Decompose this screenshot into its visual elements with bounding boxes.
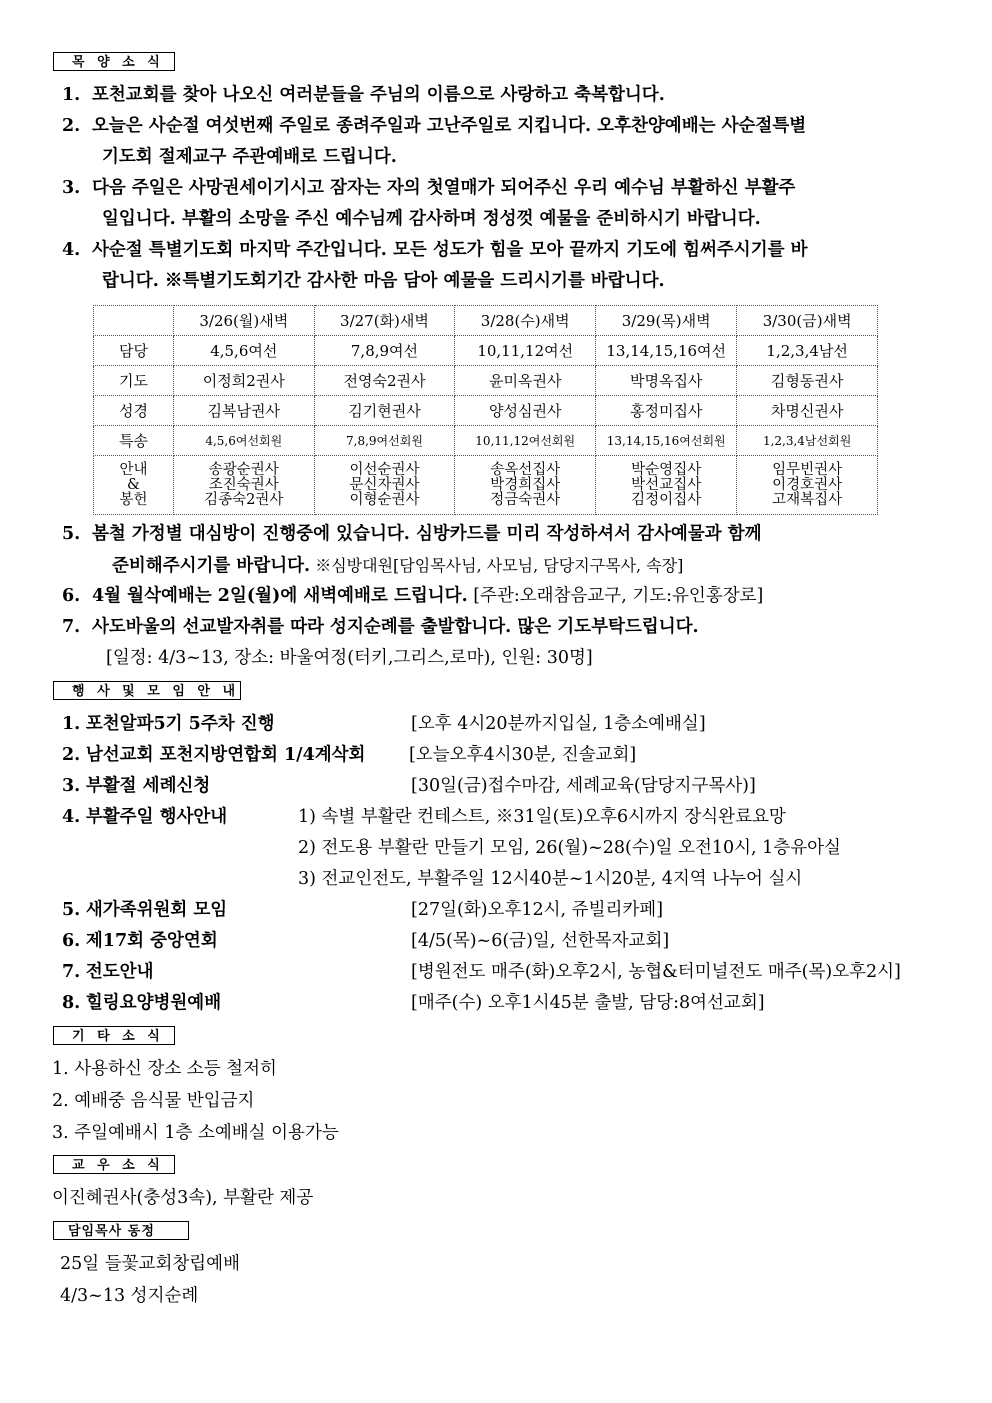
item-text: 포천교회를 찾아 나오신 여러분들을 주님의 이름으로 사랑하고 축복합니다. [92,85,665,105]
member-item-1: 이진혜권사(충성3속), 부활란 제공 [52,1188,314,1208]
table-row [94,366,878,396]
event-item-3: 3. 부활절 세례신청 [62,776,211,796]
event-item-7: 7. 전도안내 [62,962,154,982]
table-cell: 10,11,12여선회원 [455,426,596,456]
item-number: 7. [62,617,81,637]
item-text: 오늘은 사순절 여섯번째 주일로 종려주일과 고난주일로 지킵니다. 오후찬양예배는 사순절특별 [92,116,807,136]
table-row-usher [94,456,878,515]
item-text: 봄철 가정별 대심방이 진행중에 있습니다. 심방카드를 미리 작성하셔서 감사예물과 함께 [92,524,762,544]
item-text-cont: 기도회 절제교구 주관예배로 드립니다. [102,147,397,167]
row-label: 성경 [94,396,174,426]
item-number: 5. [62,524,81,544]
table-cell: 홍정미집사 [596,396,737,426]
table-cell: 전영숙2권사 [314,366,455,396]
table-row [94,336,878,366]
row-label: 안내 & 봉헌 [94,456,174,515]
table-cell: 10,11,12여선 [455,336,596,366]
row-label: 담당 [94,336,174,366]
table-cell: 4,5,6여선 [173,336,314,366]
other-item-1: 1. 사용하신 장소 소등 철저히 [52,1059,277,1079]
item-text-cont: 랍니다. ※특별기도회기간 감사한 마음 담아 예물을 드리시기를 바랍니다. [102,271,665,291]
event-detail-2: [오늘오후4시30분, 진솔교회] [409,745,637,765]
event-item-2: 2. 남선교회 포천지방연합회 1/4계삭회 [62,745,366,765]
table-cell: 김형동권사 [737,366,878,396]
event-detail-7: [병원전도 매주(화)오후2시, 농협&터미널전도 매주(목)오후2시] [411,962,901,982]
section-label-members: 교 우 소 식 [53,1155,175,1174]
event-sub-3: 3) 전교인전도, 부활주일 12시40분~1시20분, 4지역 나누어 실시 [298,869,803,889]
table-cell: 박순영집사 박선교집사 김정이집사 [596,456,737,515]
event-sub-1: 1) 속별 부활란 컨테스트, ※31일(토)오후6시까지 장식완료요망 [298,807,786,827]
table-row [94,426,878,456]
pastor-item-1: 25일 들꽃교회창립예배 [60,1254,240,1274]
table-cell: 송광순권사 조진숙권사 김종숙2권사 [173,456,314,515]
table-cell: 13,14,15,16여선회원 [596,426,737,456]
event-item-5: 5. 새가족위원회 모임 [62,900,228,920]
table-cell: 임무빈권사 이경호권사 고재복집사 [737,456,878,515]
table-cell: 이정희2권사 [173,366,314,396]
item-text-cont: 일입니다. 부활의 소망을 주신 예수님께 감사하며 정성껏 예물을 준비하시기 바랍니다. [102,209,761,229]
item-number: 6. [62,586,81,606]
item-text: 사도바울의 선교발자취를 따라 성지순례를 출발합니다. 많은 기도부탁드립니다. [92,617,699,637]
section-label-pastor: 담임목사 동정 [53,1221,189,1240]
table-row [94,396,878,426]
table-cell: 1,2,3,4남선회원 [737,426,878,456]
item-text-note: [일정: 4/3~13, 장소: 바울여정(터키,그리스,로마), 인원: 30명] [106,648,593,668]
table-cell: 차명신권사 [737,396,878,426]
table-header-cell: 3/27(화)새벽 [314,306,455,336]
section-label-other: 기 타 소 식 [53,1026,175,1045]
table-cell: 윤미옥권사 [455,366,596,396]
event-detail-5: [27일(화)오후12시, 쥬빌리카페] [411,900,664,920]
table-cell: 김복남권사 [173,396,314,426]
section-label-pastoral: 목 양 소 식 [53,52,175,71]
table-cell: 김기현권사 [314,396,455,426]
table-header-cell: 3/26(월)새벽 [173,306,314,336]
row-label: 기도 [94,366,174,396]
other-item-3: 3. 주일예배시 1층 소예배실 이용가능 [52,1123,339,1143]
event-detail-8: [매주(수) 오후1시45분 출발, 담당:8여선교회] [411,993,765,1013]
item-text-note: ※심방대원[담임목사님, 사모님, 담당지구목사, 속장] [310,556,684,575]
table-cell: 송옥선집사 박경희집사 정금숙권사 [455,456,596,515]
table-cell: 7,8,9여선회원 [314,426,455,456]
item-number: 3. [62,178,81,198]
event-item-1: 1. 포천알파5기 5주차 진행 [62,714,275,734]
table-cell: 4,5,6여선회원 [173,426,314,456]
event-detail-3: [30일(금)접수마감, 세례교육(담당지구목사)] [411,776,756,796]
item-text: 사순절 특별기도회 마지막 주간입니다. 모든 성도가 힘을 모아 끝까지 기도에 힘써주시기를 바 [92,240,808,260]
pastor-item-2: 4/3~13 성지순례 [60,1286,199,1306]
other-item-2: 2. 예배중 음식물 반입금지 [52,1091,255,1111]
event-sub-2: 2) 전도용 부활란 만들기 모임, 26(월)~28(수)일 오전10시, 1층유아실 [298,838,841,858]
table-header-cell [94,306,174,336]
section-label-events: 행 사 및 모 임 안 내 [53,681,241,700]
item-number: 2. [62,116,81,136]
item-number: 1. [62,85,81,105]
item-text: 4월 월삭예배는 2일(월)에 새벽예배로 드립니다. [92,586,468,606]
table-header-cell: 3/30(금)새벽 [737,306,878,336]
table-cell: 1,2,3,4남선 [737,336,878,366]
event-detail-6: [4/5(목)~6(금)일, 선한목자교회] [411,931,670,951]
table-cell: 7,8,9여선 [314,336,455,366]
item-text: 다음 주일은 사망권세이기시고 잠자는 자의 첫열매가 되어주신 우리 예수님 부활하신 부활주 [92,178,796,198]
table-cell: 13,14,15,16여선 [596,336,737,366]
event-detail-1: [오후 4시20분까지입실, 1층소예배실] [411,714,706,734]
table-cell: 박명옥집사 [596,366,737,396]
event-item-8: 8. 힐링요양병원예배 [62,993,222,1013]
row-label: 특송 [94,426,174,456]
event-item-4: 4. 부활주일 행사안내 [62,807,228,827]
table-cell: 양성심권사 [455,396,596,426]
table-cell: 이선순권사 문신자권사 이형순권사 [314,456,455,515]
item-text-note: [주관:오래참음교구, 기도:유인홍장로] [467,586,764,606]
table-header-cell: 3/28(수)새벽 [455,306,596,336]
event-item-6: 6. 제17회 중앙연회 [62,931,218,951]
table-header-cell: 3/29(목)새벽 [596,306,737,336]
item-text-cont: 준비해주시기를 바랍니다. [112,556,311,576]
item-number: 4. [62,240,81,260]
table-header-row [94,306,878,336]
prayer-schedule-table [93,305,878,515]
